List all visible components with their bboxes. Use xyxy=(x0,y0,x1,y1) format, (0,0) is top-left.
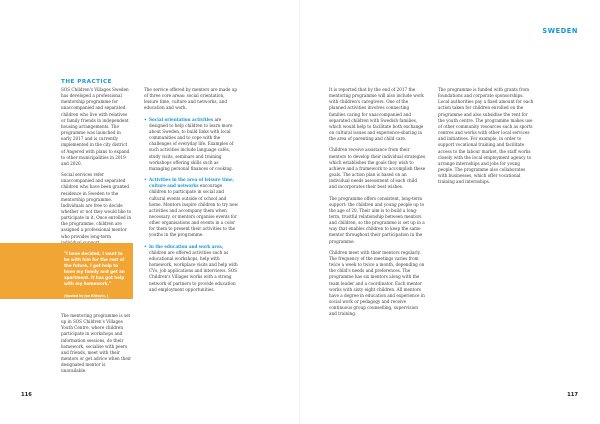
quote-text: "I have decided, I want to be with him for the rest of the future, I got help to have my family and get an apartment. It has got help with my homework." xyxy=(64,251,125,287)
list-item xyxy=(144,244,239,293)
bullet-lead: Social orientation activities xyxy=(149,116,214,122)
bullet-text: children are offered activities such as educational workshops, help with homework, workplace visits and help with CVs, job applications and interviews. SOS Children's Villages works with a strong network of partners to provide education and employment opportunities. xyxy=(149,249,238,292)
bullet-lead: In the education and work area, xyxy=(149,243,224,249)
bullet-text: are designed to help children to learn more about Sweden, to build links with local communities and to cope with the challenges of everyday life. Examples of such activities include language cafés, study visits, seminars and training workshops offering skills such as managing personal finances or cooking. xyxy=(149,116,234,171)
section-title: THE PRACTICE xyxy=(61,79,112,85)
paragraph: The programme is funded with grants from foundations and corporate sponsorships. Local authorities pay a fixed amount for each action taken for children enrolled on the programme and also subsidise the rent for the youth centre. The programme makes use of other community resources such as sports centres and works with other local services and initiatives. For example, in order to support vocational training and facilitate access to the labour market, the staff works closely with the local employment agency to arrange internships and jobs for young people. The programme also collaborates with businesses, which offer vocational training and internships. xyxy=(438,87,534,185)
page-number-right: 117 xyxy=(567,392,578,398)
column-3-text xyxy=(329,87,426,322)
column-1-bottom-text xyxy=(61,313,132,380)
paragraph: Children receive assistance from their mentors to develop their individual strategies which establishes the goals they wish to achieve and a framework to accomplish these goals. The action plan is based on an individual needs assessment of each child and incorporates their best wishes. xyxy=(329,147,426,190)
column-2-text xyxy=(144,87,239,298)
page-divider xyxy=(299,0,300,424)
paragraph: The programme offers consistent, long-term support: the children and young people up to the age of 20. Their aim is to build a long-term, trustful relationship between mentors and children, so the programme is set up in a way that enables children to keep the same mentor throughout their participation in the programme. xyxy=(329,195,425,244)
paragraph: The mentoring programme is set up in SOS Children's Villages Youth Centre, where children participate in workshops and information sessions, do their homework, socialise with peers and friends, meet with their mentors or get advice when their designated mentor is unavailable. xyxy=(61,313,132,374)
column-4-text xyxy=(438,87,535,191)
paragraph: Children meet with their mentors regularly. The frequency of the meetings varies from twice a week to twice a month, depending on the child's needs and preferences. The programme has six mentors along with the team leader and a coordinator. Each mentor works with sixty eight children. All mentors have a degree in education and experience in social work or pedagogy and receive continuous group counselling, supervision and training. xyxy=(329,249,425,317)
page-number-left: 116 xyxy=(21,392,32,398)
service-areas-list xyxy=(144,117,239,293)
bullet-lead: Activities in the area of leisure time, culture and networks xyxy=(149,177,235,189)
list-item xyxy=(144,177,239,239)
country-header: SWEDEN xyxy=(542,27,578,35)
paragraph: It is reported that by the end of 2017 the mentoring programme will also include work with children's caregivers. One of the planned activities involves connecting families caring for unaccompanied and separated children with Swedish families, which would help to facilitate both exchange on cultural issues and experience-sharing in the area of parenting and child care. xyxy=(329,87,424,142)
bullet-text: encourage children to participate in social and cultural events outside of school and home. Mentors inspire children to try new activities and accompany them when necessary, or mentors organise events for other organisations and events in a color for them to present their activities to the youths in the programme. xyxy=(149,183,239,238)
paragraph: SOS Children's Villages Sweden has developed a professional mentorship programme for unaccompanied and separated children who live with relatives or family friends in independent housing arrangements. The programme was launched in early 2017 and is currently implemented in the city district of Angered with plans to expand to other municipalities in 2019 and 2020. xyxy=(61,87,130,166)
paragraph: The service offered by mentors are made up of three core areas: social orientation, leisure time, culture and networks, and education and work. xyxy=(144,87,238,111)
column-1-text xyxy=(61,87,132,251)
quote-credit: (Quoted by Jon Kittayin, [ unaccompanied child ]) xyxy=(64,293,109,303)
paragraph: Social services refer unaccompanied and separated children who have been granted residence in Sweden to the mentorship programme. Individuals are free to decide whether or not they would like to participate in it. Once enrolled in the programme, children are assigned a professional mentor who provides long-term xyxy=(61,172,132,239)
quote-box xyxy=(0,243,133,303)
list-item xyxy=(144,117,239,172)
